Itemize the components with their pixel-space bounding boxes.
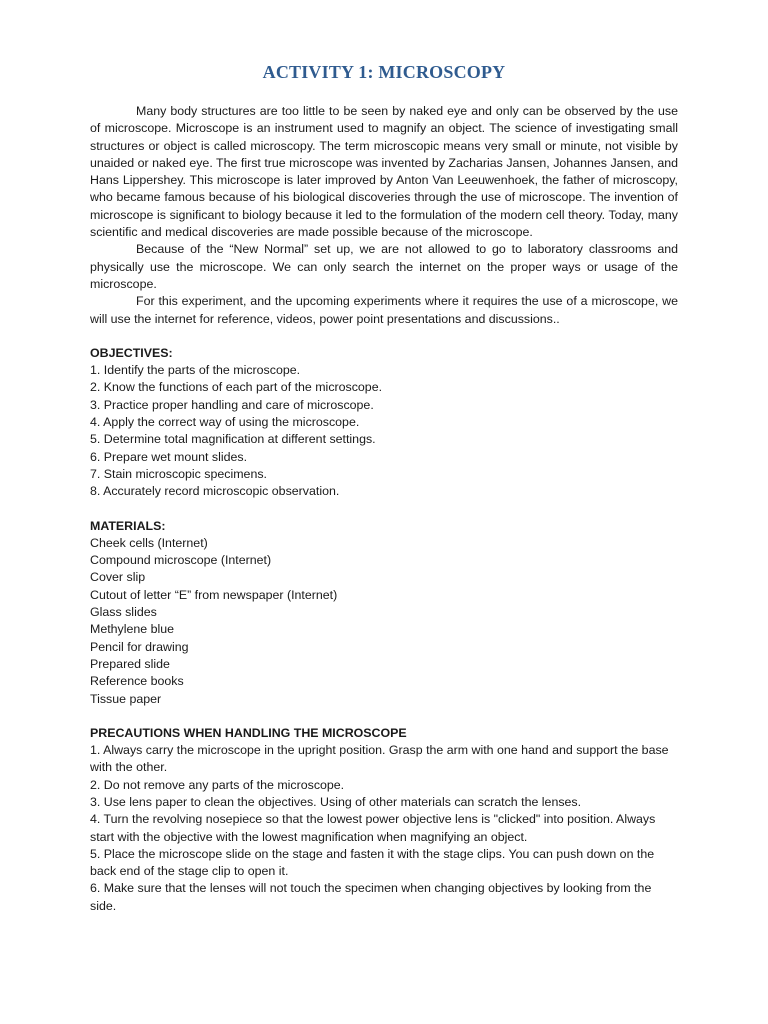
materials-list <box>90 535 678 708</box>
material-item: Glass slides <box>90 605 157 620</box>
material-item: Reference books <box>90 674 184 689</box>
precaution-item: 6. Make sure that the lenses will not touch the specimen when changing objectives by looking from the side. <box>90 881 652 913</box>
spacer <box>90 328 678 345</box>
objectives-heading: OBJECTIVES: <box>90 345 173 360</box>
material-item: Prepared slide <box>90 656 170 671</box>
materials-heading: MATERIALS: <box>90 518 166 533</box>
objective-item: 7. Stain microscopic specimens. <box>90 466 267 481</box>
precaution-item: 4. Turn the revolving nosepiece so that the lowest power objective lens is "clicked" into position. Always start with the objective with the lowest magnification when magnifying an object. <box>90 812 656 844</box>
objective-item: 2. Know the functions of each part of the microscope. <box>90 380 383 395</box>
material-item: Methylene blue <box>90 622 175 637</box>
precautions-heading: PRECAUTIONS WHEN HANDLING THE MICROSCOPE <box>90 725 407 740</box>
objective-item: 4. Apply the correct way of using the microscope. <box>90 415 360 430</box>
spacer <box>90 501 678 518</box>
precaution-item: 2. Do not remove any parts of the microscope. <box>90 777 345 792</box>
material-item: Compound microscope (Internet) <box>90 553 272 568</box>
intro-paragraph-3: For this experiment, and the upcoming experiments where it requires the use of a microscope, we will use the internet for reference, videos, power point presentations and discussions.. <box>90 294 678 326</box>
spacer <box>90 708 678 725</box>
intro-paragraph-2: Because of the “New Normal” set up, we are not allowed to go to laboratory classrooms and physically use the microscope. We can only search the internet on the proper ways or usage of the microscope. <box>90 242 678 291</box>
precaution-item: 1. Always carry the microscope in the upright position. Grasp the arm with one hand and support the base with the other. <box>90 743 669 775</box>
objective-item: 6. Prepare wet mount slides. <box>90 449 248 464</box>
objective-item: 5. Determine total magnification at different settings. <box>90 432 376 447</box>
material-item: Cheek cells (Internet) <box>90 535 208 550</box>
precaution-item: 3. Use lens paper to clean the objectives. Using of other materials can scratch the lenses. <box>90 794 582 809</box>
material-item: Cutout of letter “E” from newspaper (Internet) <box>90 587 338 602</box>
material-item: Tissue paper <box>90 691 162 706</box>
page-title: ACTIVITY 1: MICROSCOPY <box>262 62 506 82</box>
objectives-list <box>90 362 678 500</box>
precaution-item: 5. Place the microscope slide on the stage and fasten it with the stage clips. You can push down on the back end of the stage clip to open it. <box>90 846 655 879</box>
material-item: Cover slip <box>90 570 146 585</box>
objective-item: 8. Accurately record microscopic observation. <box>90 484 340 499</box>
precautions-section <box>90 725 678 915</box>
intro-paragraph-1: Many body structures are too little to be seen by naked eye and only can be observed by the use of microscope. Microscope is an instrument used to magnify an object. The science of investigating small structures or object is called microscopy. The term microscopic means very small or minute, not visible by unaided or naked eye. The first true microscope was invented by Zacharias Jansen, Johannes Jansen, and Hans Lippershey. This microscope is later improved by Anton Van Leeuwenhoek, the father of microscopy, who became famous because of his biological discoveries through the use of microscope. The invention of microscope is significant to biology because it led to the formulation of the modern cell theory. Today, many scientific and medical discoveries are made possible because of the microscope. <box>90 104 678 240</box>
materials-section <box>90 518 678 708</box>
material-item: Pencil for drawing <box>90 639 189 654</box>
objective-item: 3. Practice proper handling and care of microscope. <box>90 397 374 412</box>
objective-item: 1. Identify the parts of the microscope. <box>90 363 301 378</box>
objectives-section <box>90 345 678 501</box>
precautions-list <box>90 742 678 915</box>
